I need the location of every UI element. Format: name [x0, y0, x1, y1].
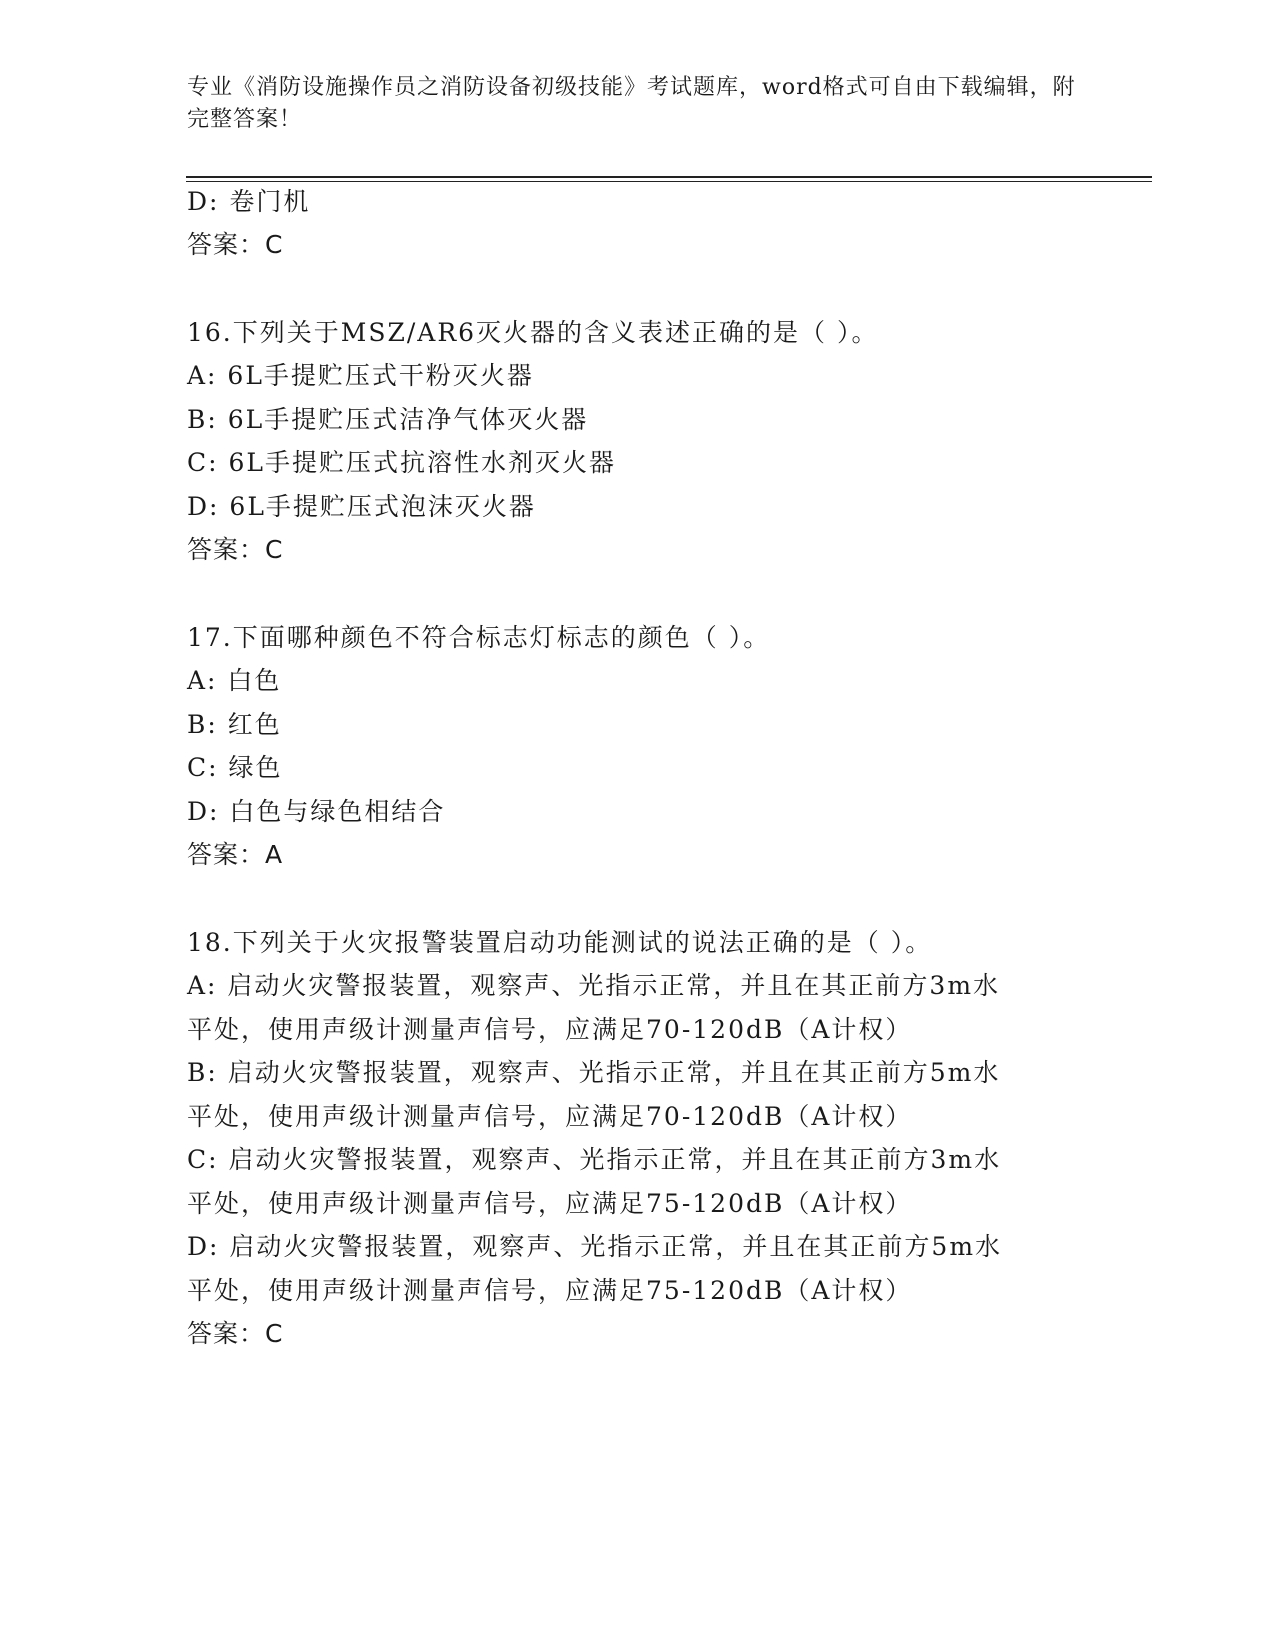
q18-option-d-line1: D: 启动火灾警报装置，观察声、光指示正常，并且在其正前方5m水 — [187, 1232, 1003, 1261]
q18-question: 18.下列关于火灾报警装置启动功能测试的说法正确的是（ ）。 — [187, 928, 933, 957]
q18-option-a-line2: 平处，使用声级计测量声信号，应满足70-120dB（A计权） — [187, 1015, 913, 1044]
prev-answer: 答案：C — [187, 230, 284, 259]
q17-answer: 答案：A — [187, 840, 284, 869]
q18-option-c-line2: 平处，使用声级计测量声信号，应满足75-120dB（A计权） — [187, 1189, 913, 1218]
q17-option-c: C: 绿色 — [187, 753, 283, 782]
q18-option-b-line2: 平处，使用声级计测量声信号，应满足70-120dB（A计权） — [187, 1102, 913, 1131]
q17-option-d: D: 白色与绿色相结合 — [187, 797, 446, 826]
header-rule-thin — [186, 181, 1152, 182]
header-rule-thick — [186, 176, 1152, 178]
q17-question: 17.下面哪种颜色不符合标志灯标志的颜色（ ）。 — [187, 623, 771, 652]
q18-option-b-line1: B: 启动火灾警报装置，观察声、光指示正常，并且在其正前方5m水 — [187, 1058, 1001, 1087]
q18-answer: 答案：C — [187, 1319, 284, 1348]
document-header: 专业《消防设施操作员之消防设备初级技能》考试题库，word格式可自由下载编辑，附完整答案！ — [187, 75, 1076, 132]
q16-option-a: A: 6L手提贮压式干粉灭火器 — [187, 361, 534, 390]
q16-option-c: C: 6L手提贮压式抗溶性水剂灭火器 — [187, 448, 617, 477]
q18-option-a-line1: A: 启动火灾警报装置，观察声、光指示正常，并且在其正前方3m水 — [187, 971, 1001, 1000]
q18-option-c-line1: C: 启动火灾警报装置，观察声、光指示正常，并且在其正前方3m水 — [187, 1145, 1002, 1174]
q16-answer: 答案：C — [187, 535, 284, 564]
q17-option-b: B: 红色 — [187, 710, 282, 739]
q17-option-a: A: 白色 — [187, 666, 282, 695]
q16-option-b: B: 6L手提贮压式洁净气体灭火器 — [187, 405, 589, 434]
q16-option-d: D: 6L手提贮压式泡沫灭火器 — [187, 492, 536, 521]
prev-option-d: D: 卷门机 — [187, 187, 311, 216]
q16-question: 16.下列关于MSZ/AR6灭火器的含义表述正确的是（ ）。 — [187, 318, 879, 347]
q18-option-d-line2: 平处，使用声级计测量声信号，应满足75-120dB（A计权） — [187, 1276, 913, 1305]
